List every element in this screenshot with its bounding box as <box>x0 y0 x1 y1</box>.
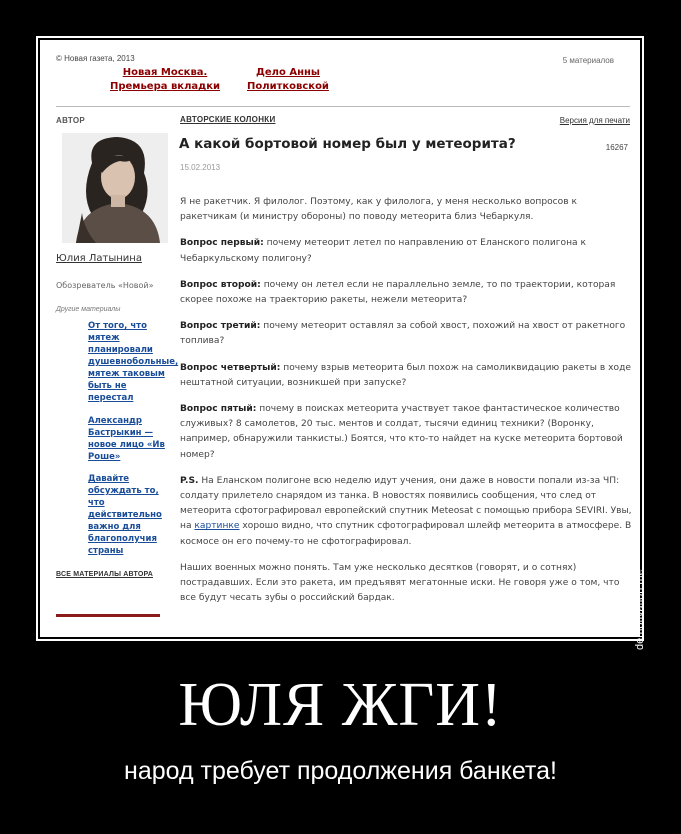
question-label: Вопрос третий: <box>180 321 261 332</box>
link-line: мятеж таковым <box>88 369 165 379</box>
link-line: благополучия <box>88 534 157 544</box>
top-link-line: Премьера вкладки <box>110 81 221 92</box>
question-paragraph <box>180 278 635 308</box>
poster-headline: ЮЛЯ ЖГИ! <box>178 671 503 739</box>
question-label: Вопрос второй: <box>180 279 261 290</box>
copyright: © Новая газета, 2013 <box>56 54 135 63</box>
link-line: планировали <box>88 345 153 355</box>
picture-link[interactable]: картинке <box>194 521 240 532</box>
link-line: важно для <box>88 522 141 532</box>
other-materials-label: Другие материалы <box>56 306 121 313</box>
question-label: Вопрос четвертый: <box>180 362 281 373</box>
intro-paragraph: Я не ракетчик. Я филолог. Поэтому, как у филолога, у меня несколько вопросов к ракетчикам (и министру обороны) по поводу метеорита близ Чебаркуля. <box>180 197 577 223</box>
link-line: что <box>88 498 105 508</box>
article-title: А какой бортовой номер был у метеорита? <box>179 136 516 152</box>
question-paragraph <box>180 319 635 349</box>
link-line: обсуждать то, <box>88 486 159 496</box>
top-link-line: Политковской <box>247 81 329 92</box>
poster-subline: народ требует продолжения банкета! <box>124 757 557 785</box>
sidebar-link-mutiny[interactable] <box>88 320 180 404</box>
author-name-link[interactable]: Юлия Латынина <box>56 253 142 264</box>
question-label: Вопрос первый: <box>180 238 264 249</box>
top-link-line: Новая Москва. <box>122 67 208 78</box>
question-text: почему взрыв метеорита был похож на самоликвидацию ракеты в ходе нештатной ситуации, возникшей при запуске? <box>180 362 631 388</box>
question-text: почему он летел если не параллельно земле, то по траектории, которая скорее похоже на траекторию ракеты, нежели метеорита? <box>180 279 616 306</box>
top-link-politkovskaya[interactable] <box>247 66 329 94</box>
question-paragraph <box>180 236 635 266</box>
top-link-new-moscow[interactable] <box>110 66 220 94</box>
views-count: 16267 <box>605 143 628 152</box>
author-label: АВТОР <box>56 116 85 125</box>
all-materials-link[interactable]: ВСЕ МАТЕРИАЛЫ АВТОРА <box>56 571 153 578</box>
question-paragraph <box>180 402 635 463</box>
link-line: Давайте <box>88 474 130 484</box>
question-text: почему метеорит летел по направлению от Еланского полигона к Чебаркульскому полигону? <box>180 238 586 264</box>
question-text: почему метеорит оставлял за собой хвост, похожий на хвост от ракетного топлива? <box>180 321 626 347</box>
link-line: мятеж <box>88 333 120 343</box>
section-link[interactable]: АВТОРСКИЕ КОЛОНКИ <box>180 115 276 124</box>
article-body <box>180 195 635 617</box>
author-role: Обозреватель «Новой» <box>56 281 154 290</box>
ps-text: На Еланском полигоне всю неделю идут учения, они даже в новости попали из-за ЧП: солдату прилетело снарядом из танка. В новостях появились сообщения, что след от метеорита сфотографировал европейский спутник Meteosat с помощью прибора SEVIRI. Увы, на <box>180 475 632 532</box>
link-line: перестал <box>88 393 134 403</box>
top-link-line: Дело Анны <box>255 67 320 78</box>
ps-paragraph <box>180 474 635 550</box>
link-line: действительно <box>88 510 162 520</box>
link-line: новое лицо «Ив <box>88 440 165 450</box>
ps-text: хорошо видно, что спутник сфотографировал шлейф метеорита в атмосфере. В космосе он его почему-то не сфотографировал. <box>180 521 632 547</box>
materials-count: 5 материалов <box>562 56 614 65</box>
red-divider <box>56 614 160 617</box>
print-version-link[interactable]: Версия для печати <box>559 116 630 125</box>
divider <box>56 106 630 107</box>
article-date: 15.02.2013 <box>180 163 221 172</box>
link-line: душевнобольные, <box>88 357 179 367</box>
link-line: быть не <box>88 381 127 391</box>
watermark: demotivation.me <box>634 569 646 650</box>
question-label: Вопрос пятый: <box>180 404 257 415</box>
link-line: Александр <box>88 416 142 426</box>
link-line: страны <box>88 546 124 556</box>
question-paragraph <box>180 361 635 391</box>
ps-label: P.S. <box>180 475 199 486</box>
link-line: Бастрыкин — <box>88 428 154 438</box>
question-text: почему в поисках метеорита участвует такое фантастическое количество служивых? 8 самолетов, 20 тыс. ментов и солдат, тысячи единиц техники? (Воронку, например, обнаружили танкисты.) Боятся, что кто-то найдет на куске метеорита бортовой номер? <box>180 404 623 460</box>
sidebar-link-bastrykin[interactable] <box>88 415 180 463</box>
link-line: От того, что <box>88 321 147 331</box>
closing-paragraph: Наших военных можно понять. Там уже несколько десятков (говорят, и о сотнях) пострадавших. Если это ракета, им предъявят мегатонные иски. Не говоря уже о том, что все будут чесать зубы о российский бардак. <box>180 562 620 604</box>
article-screenshot <box>40 40 640 637</box>
author-photo <box>62 133 168 243</box>
sidebar-link-discuss[interactable] <box>88 473 180 557</box>
link-line: Роше» <box>88 452 121 462</box>
